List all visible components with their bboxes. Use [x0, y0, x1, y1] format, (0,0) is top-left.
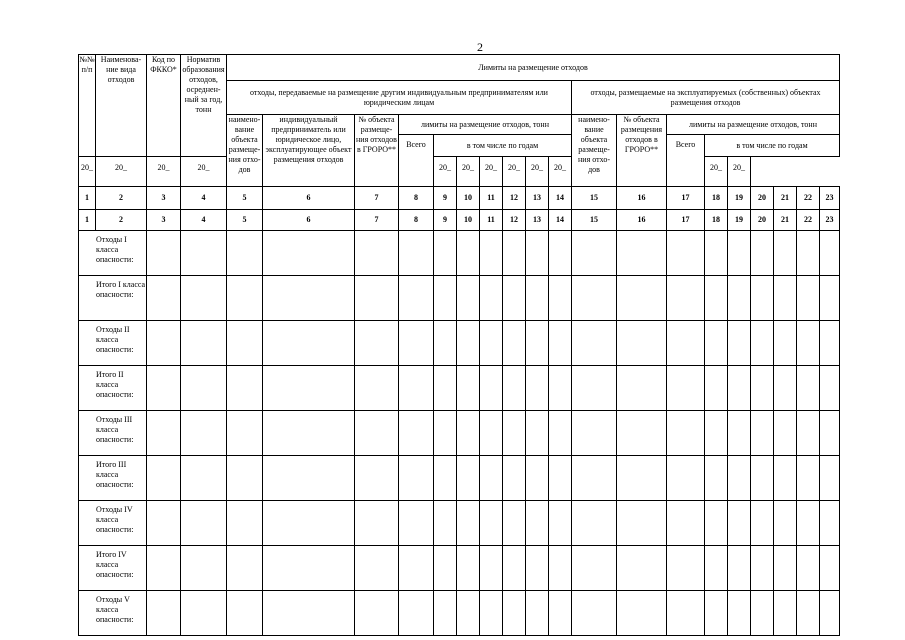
header-number: №№ п/п — [79, 55, 96, 157]
column-number: 2 — [96, 210, 147, 231]
table-cell[interactable] — [617, 546, 667, 591]
column-number: 20 — [751, 210, 774, 231]
column-number: 5 — [227, 210, 263, 231]
header-group-transfer: отходы, передаваемые на размещение другим индивидуальным предпринимателям или юридическим лицам — [227, 81, 572, 115]
year-cell: 20_ — [705, 157, 728, 187]
table-cell[interactable] — [667, 231, 705, 276]
table-cell[interactable] — [549, 546, 572, 591]
hazard-class-label: Отходы II класса опасности: — [79, 321, 147, 366]
table-cell[interactable] — [774, 456, 797, 501]
table-cell[interactable] — [774, 411, 797, 456]
table-cell[interactable] — [820, 231, 840, 276]
table-cell[interactable] — [399, 366, 434, 411]
table-cell[interactable] — [751, 591, 774, 636]
table-cell[interactable] — [355, 501, 399, 546]
header-group-own: отходы, размещаемые на эксплуатируемых (собственных) объектах размещения отходов — [572, 81, 840, 115]
table-cell[interactable] — [503, 321, 526, 366]
column-number: 6 — [263, 210, 355, 231]
table-cell[interactable] — [728, 321, 751, 366]
table-cell[interactable] — [774, 591, 797, 636]
table-cell[interactable] — [572, 366, 617, 411]
table-cell[interactable] — [774, 366, 797, 411]
column-number: 5 — [227, 187, 263, 210]
table-cell[interactable] — [434, 546, 457, 591]
hazard-class-label: Итого III класса опасности: — [79, 456, 147, 501]
table-cell[interactable] — [399, 231, 434, 276]
table-cell[interactable] — [820, 501, 840, 546]
hazard-class-label: Отходы IV класса опасности: — [79, 501, 147, 546]
table-cell[interactable] — [181, 591, 227, 636]
table-cell[interactable] — [751, 321, 774, 366]
year-cell: 20_ — [434, 157, 457, 187]
table-cell[interactable] — [434, 276, 457, 321]
header-row-1 — [79, 55, 840, 81]
table-cell[interactable] — [399, 546, 434, 591]
table-cell[interactable] — [549, 321, 572, 366]
header-total: Всего — [399, 135, 434, 187]
table-cell[interactable] — [457, 591, 480, 636]
table-cell[interactable] — [434, 321, 457, 366]
table-cell[interactable] — [399, 456, 434, 501]
table-cell[interactable] — [147, 321, 181, 366]
table-cell[interactable] — [181, 366, 227, 411]
header-object-number-own: № объекта размещения отходов в ГРОРО** — [617, 115, 667, 187]
hazard-class-label: Отходы I класса опасности: — [79, 231, 147, 276]
header-fkko-code: Код по ФККО* — [147, 55, 181, 157]
column-number: 7 — [355, 210, 399, 231]
table-cell[interactable] — [457, 456, 480, 501]
column-number: 4 — [181, 210, 227, 231]
table-cell[interactable] — [572, 276, 617, 321]
table-cell[interactable] — [355, 321, 399, 366]
table-cell[interactable] — [263, 276, 355, 321]
table-cell[interactable] — [820, 456, 840, 501]
table-row — [79, 546, 840, 591]
column-number: 15 — [572, 187, 617, 210]
table-cell[interactable] — [526, 456, 549, 501]
table-cell[interactable] — [399, 276, 434, 321]
table-row — [79, 231, 840, 276]
table-cell[interactable] — [399, 501, 434, 546]
table-cell[interactable] — [667, 546, 705, 591]
table-cell[interactable] — [751, 411, 774, 456]
column-number: 14 — [549, 210, 572, 231]
column-number: 7 — [355, 187, 399, 210]
table-cell[interactable] — [820, 366, 840, 411]
table-cell[interactable] — [227, 456, 263, 501]
column-number: 14 — [549, 187, 572, 210]
table-cell[interactable] — [147, 456, 181, 501]
table-cell[interactable] — [503, 366, 526, 411]
table-cell[interactable] — [820, 591, 840, 636]
table-cell[interactable] — [728, 456, 751, 501]
table-cell[interactable] — [147, 546, 181, 591]
table-cell[interactable] — [728, 501, 751, 546]
table-cell[interactable] — [355, 546, 399, 591]
table-cell[interactable] — [227, 276, 263, 321]
table-cell[interactable] — [549, 456, 572, 501]
table-cell[interactable] — [526, 231, 549, 276]
table-cell[interactable] — [728, 276, 751, 321]
table-cell[interactable] — [147, 231, 181, 276]
table-cell[interactable] — [147, 366, 181, 411]
table-cell[interactable] — [617, 411, 667, 456]
column-number: 23 — [820, 210, 840, 231]
table-cell[interactable] — [617, 456, 667, 501]
column-number: 8 — [399, 210, 434, 231]
column-number-row — [79, 187, 840, 210]
column-number: 3 — [147, 187, 181, 210]
table-cell[interactable] — [355, 366, 399, 411]
hazard-class-label: Отходы V класса опасности: — [79, 591, 147, 636]
table-cell[interactable] — [774, 546, 797, 591]
table-cell[interactable] — [503, 591, 526, 636]
table-cell[interactable] — [227, 501, 263, 546]
table-cell[interactable] — [181, 456, 227, 501]
table-cell[interactable] — [227, 411, 263, 456]
table-cell[interactable] — [572, 546, 617, 591]
column-number: 6 — [263, 187, 355, 210]
table-cell[interactable] — [181, 546, 227, 591]
column-number: 3 — [147, 210, 181, 231]
table-cell[interactable] — [617, 366, 667, 411]
header-by-years: в том числе по годам — [434, 135, 572, 157]
table-row — [79, 411, 840, 456]
table-cell[interactable] — [480, 456, 503, 501]
year-cell: 20_ — [96, 157, 147, 187]
table-cell[interactable] — [263, 501, 355, 546]
table-cell[interactable] — [503, 231, 526, 276]
table-cell[interactable] — [181, 501, 227, 546]
table-cell[interactable] — [147, 501, 181, 546]
table-cell[interactable] — [667, 591, 705, 636]
column-number: 2 — [96, 187, 147, 210]
table-cell[interactable] — [263, 231, 355, 276]
table-cell[interactable] — [399, 411, 434, 456]
table-cell[interactable] — [705, 546, 728, 591]
column-number: 11 — [480, 187, 503, 210]
table-cell[interactable] — [728, 231, 751, 276]
table-cell[interactable] — [457, 231, 480, 276]
header-limits-tons: лимиты на размещение отходов, тонн — [399, 115, 572, 135]
column-number: 19 — [728, 187, 751, 210]
table-cell[interactable] — [503, 411, 526, 456]
table-cell[interactable] — [355, 276, 399, 321]
table-cell[interactable] — [480, 231, 503, 276]
table-cell[interactable] — [751, 366, 774, 411]
table-cell[interactable] — [434, 231, 457, 276]
table-cell[interactable] — [705, 231, 728, 276]
table-cell[interactable] — [355, 231, 399, 276]
column-number: 16 — [617, 187, 667, 210]
table-cell[interactable] — [572, 231, 617, 276]
table-cell[interactable] — [480, 591, 503, 636]
table-cell[interactable] — [774, 321, 797, 366]
table-cell[interactable] — [181, 231, 227, 276]
table-row — [79, 456, 840, 501]
table-row — [79, 321, 840, 366]
table-cell[interactable] — [526, 591, 549, 636]
table-cell[interactable] — [480, 321, 503, 366]
table-cell[interactable] — [820, 546, 840, 591]
table-cell[interactable] — [797, 321, 820, 366]
table-cell[interactable] — [457, 411, 480, 456]
column-number: 18 — [705, 187, 728, 210]
table-cell[interactable] — [526, 366, 549, 411]
table-cell[interactable] — [399, 321, 434, 366]
table-cell[interactable] — [355, 591, 399, 636]
table-row — [79, 366, 840, 411]
table-cell[interactable] — [549, 231, 572, 276]
table-cell[interactable] — [526, 501, 549, 546]
year-cell: 20_ — [181, 157, 227, 187]
table-cell[interactable] — [480, 501, 503, 546]
table-cell[interactable] — [227, 591, 263, 636]
table-cell[interactable] — [355, 456, 399, 501]
table-cell[interactable] — [181, 276, 227, 321]
table-cell[interactable] — [617, 501, 667, 546]
hazard-class-label: Итого II класса опасности: — [79, 366, 147, 411]
table-cell[interactable] — [751, 231, 774, 276]
table-cell[interactable] — [434, 366, 457, 411]
hazard-class-label: Отходы III класса опасности: — [79, 411, 147, 456]
table-cell[interactable] — [728, 591, 751, 636]
table-cell[interactable] — [434, 456, 457, 501]
table-cell[interactable] — [797, 411, 820, 456]
column-number: 1 — [79, 210, 96, 231]
table-cell[interactable] — [797, 231, 820, 276]
column-number: 4 — [181, 187, 227, 210]
table-cell[interactable] — [572, 591, 617, 636]
table-cell[interactable] — [572, 456, 617, 501]
table-cell[interactable] — [526, 276, 549, 321]
table-cell[interactable] — [147, 411, 181, 456]
table-cell[interactable] — [705, 411, 728, 456]
header-object-name-own: наимено- вание объекта размеще- ния отхо- дов — [572, 115, 617, 187]
table-cell[interactable] — [617, 591, 667, 636]
table-cell[interactable] — [549, 366, 572, 411]
header-waste-name: Наименова- ние вида отходов — [96, 55, 147, 157]
table-cell[interactable] — [549, 501, 572, 546]
table-cell[interactable] — [549, 591, 572, 636]
column-number: 17 — [667, 210, 705, 231]
table-cell[interactable] — [774, 501, 797, 546]
table-cell[interactable] — [227, 321, 263, 366]
table-cell[interactable] — [227, 546, 263, 591]
table-cell[interactable] — [705, 456, 728, 501]
table-row — [79, 501, 840, 546]
table-cell[interactable] — [549, 276, 572, 321]
column-number: 8 — [399, 187, 434, 210]
header-total-own: Всего — [667, 135, 705, 187]
table-cell[interactable] — [181, 411, 227, 456]
table-cell[interactable] — [820, 276, 840, 321]
column-number: 11 — [480, 210, 503, 231]
table-cell[interactable] — [181, 321, 227, 366]
column-number: 16 — [617, 210, 667, 231]
column-number: 13 — [526, 210, 549, 231]
year-cell: 20_ — [526, 157, 549, 187]
table-cell[interactable] — [147, 591, 181, 636]
page-number: 2 — [477, 40, 483, 54]
table-cell[interactable] — [751, 456, 774, 501]
table-cell[interactable] — [705, 501, 728, 546]
column-number: 23 — [820, 187, 840, 210]
year-cell: 20_ — [480, 157, 503, 187]
table-cell[interactable] — [774, 231, 797, 276]
table-cell[interactable] — [751, 501, 774, 546]
table-cell[interactable] — [705, 366, 728, 411]
table-cell[interactable] — [820, 321, 840, 366]
table-cell[interactable] — [503, 276, 526, 321]
table-cell[interactable] — [434, 501, 457, 546]
table-cell[interactable] — [617, 231, 667, 276]
table-cell[interactable] — [457, 276, 480, 321]
table-cell[interactable] — [263, 591, 355, 636]
header-object-name: наимено- вание объекта размеще- ния отхо- дов — [227, 115, 263, 187]
column-number: 22 — [797, 187, 820, 210]
table-cell[interactable] — [728, 546, 751, 591]
table-cell[interactable] — [667, 276, 705, 321]
table-cell[interactable] — [667, 456, 705, 501]
table-cell[interactable] — [797, 366, 820, 411]
table-cell[interactable] — [705, 276, 728, 321]
table-cell[interactable] — [728, 366, 751, 411]
header-row-5 — [79, 157, 840, 187]
column-number-row — [79, 210, 840, 231]
column-number: 20 — [751, 187, 774, 210]
column-number: 21 — [774, 210, 797, 231]
table-cell[interactable] — [797, 501, 820, 546]
header-limits-tons-own: лимиты на размещение отходов, тонн — [667, 115, 840, 135]
table-row — [79, 276, 840, 321]
column-number: 17 — [667, 187, 705, 210]
year-cell: 20_ — [79, 157, 96, 187]
year-cell: 20_ — [728, 157, 751, 187]
table-cell[interactable] — [774, 276, 797, 321]
table-cell[interactable] — [705, 321, 728, 366]
column-number: 12 — [503, 187, 526, 210]
table-cell[interactable] — [227, 231, 263, 276]
table-cell[interactable] — [797, 276, 820, 321]
table-cell[interactable] — [549, 411, 572, 456]
column-number: 9 — [434, 210, 457, 231]
column-number: 12 — [503, 210, 526, 231]
header-norm: Норматив образования отходов, осреднен- ный за год, тонн — [181, 55, 227, 157]
table-cell[interactable] — [526, 321, 549, 366]
table-cell[interactable] — [667, 411, 705, 456]
column-number: 19 — [728, 210, 751, 231]
table-cell[interactable] — [503, 501, 526, 546]
table-cell[interactable] — [457, 546, 480, 591]
table-cell[interactable] — [617, 321, 667, 366]
year-cell: 20_ — [503, 157, 526, 187]
column-number: 9 — [434, 187, 457, 210]
table-cell[interactable] — [526, 411, 549, 456]
table-cell[interactable] — [503, 546, 526, 591]
table-cell[interactable] — [797, 591, 820, 636]
table-cell[interactable] — [797, 456, 820, 501]
table-cell[interactable] — [820, 411, 840, 456]
table-cell[interactable] — [263, 321, 355, 366]
year-cell: 20_ — [549, 157, 572, 187]
year-cell: 20_ — [147, 157, 181, 187]
table-cell[interactable] — [263, 546, 355, 591]
table-cell[interactable] — [434, 591, 457, 636]
table-cell[interactable] — [751, 546, 774, 591]
column-number: 21 — [774, 187, 797, 210]
table-cell[interactable] — [457, 501, 480, 546]
table-cell[interactable] — [503, 456, 526, 501]
header-object-number: № объекта размеще- ния отходов в ГРОРО** — [355, 115, 399, 187]
table-cell[interactable] — [572, 321, 617, 366]
hazard-class-label: Итого IV класса опасности: — [79, 546, 147, 591]
table-cell[interactable] — [263, 366, 355, 411]
column-number: 1 — [79, 187, 96, 210]
table-cell[interactable] — [705, 591, 728, 636]
year-cell: 20_ — [457, 157, 480, 187]
table-cell[interactable] — [728, 411, 751, 456]
table-cell[interactable] — [355, 411, 399, 456]
table-cell[interactable] — [457, 321, 480, 366]
table-cell[interactable] — [434, 411, 457, 456]
table-cell[interactable] — [457, 366, 480, 411]
table-cell[interactable] — [263, 411, 355, 456]
table-cell[interactable] — [617, 276, 667, 321]
table-cell[interactable] — [572, 501, 617, 546]
table-cell[interactable] — [797, 546, 820, 591]
table-cell[interactable] — [480, 276, 503, 321]
waste-limits-table — [78, 54, 840, 636]
table-cell[interactable] — [751, 276, 774, 321]
column-number: 15 — [572, 210, 617, 231]
table-cell[interactable] — [526, 546, 549, 591]
header-by-years-own: в том числе по годам — [705, 135, 840, 157]
column-number: 18 — [705, 210, 728, 231]
table-cell[interactable] — [147, 276, 181, 321]
header-operator: индивидуальный предприниматель или юридическое лицо, эксплуатирующее объект размещения отходов — [263, 115, 355, 187]
table-cell[interactable] — [480, 546, 503, 591]
table-cell[interactable] — [572, 411, 617, 456]
table-cell[interactable] — [480, 411, 503, 456]
column-number: 10 — [457, 187, 480, 210]
table-cell[interactable] — [227, 366, 263, 411]
header-limits: Лимиты на размещение отходов — [227, 55, 840, 81]
table-cell[interactable] — [399, 591, 434, 636]
hazard-class-label: Итого I класса опасности: — [79, 276, 147, 321]
table-cell[interactable] — [667, 366, 705, 411]
column-number: 22 — [797, 210, 820, 231]
table-cell[interactable] — [667, 501, 705, 546]
table-row — [79, 591, 840, 636]
table-cell[interactable] — [263, 456, 355, 501]
table-cell[interactable] — [480, 366, 503, 411]
table-cell[interactable] — [667, 321, 705, 366]
column-number: 10 — [457, 210, 480, 231]
column-number: 13 — [526, 187, 549, 210]
